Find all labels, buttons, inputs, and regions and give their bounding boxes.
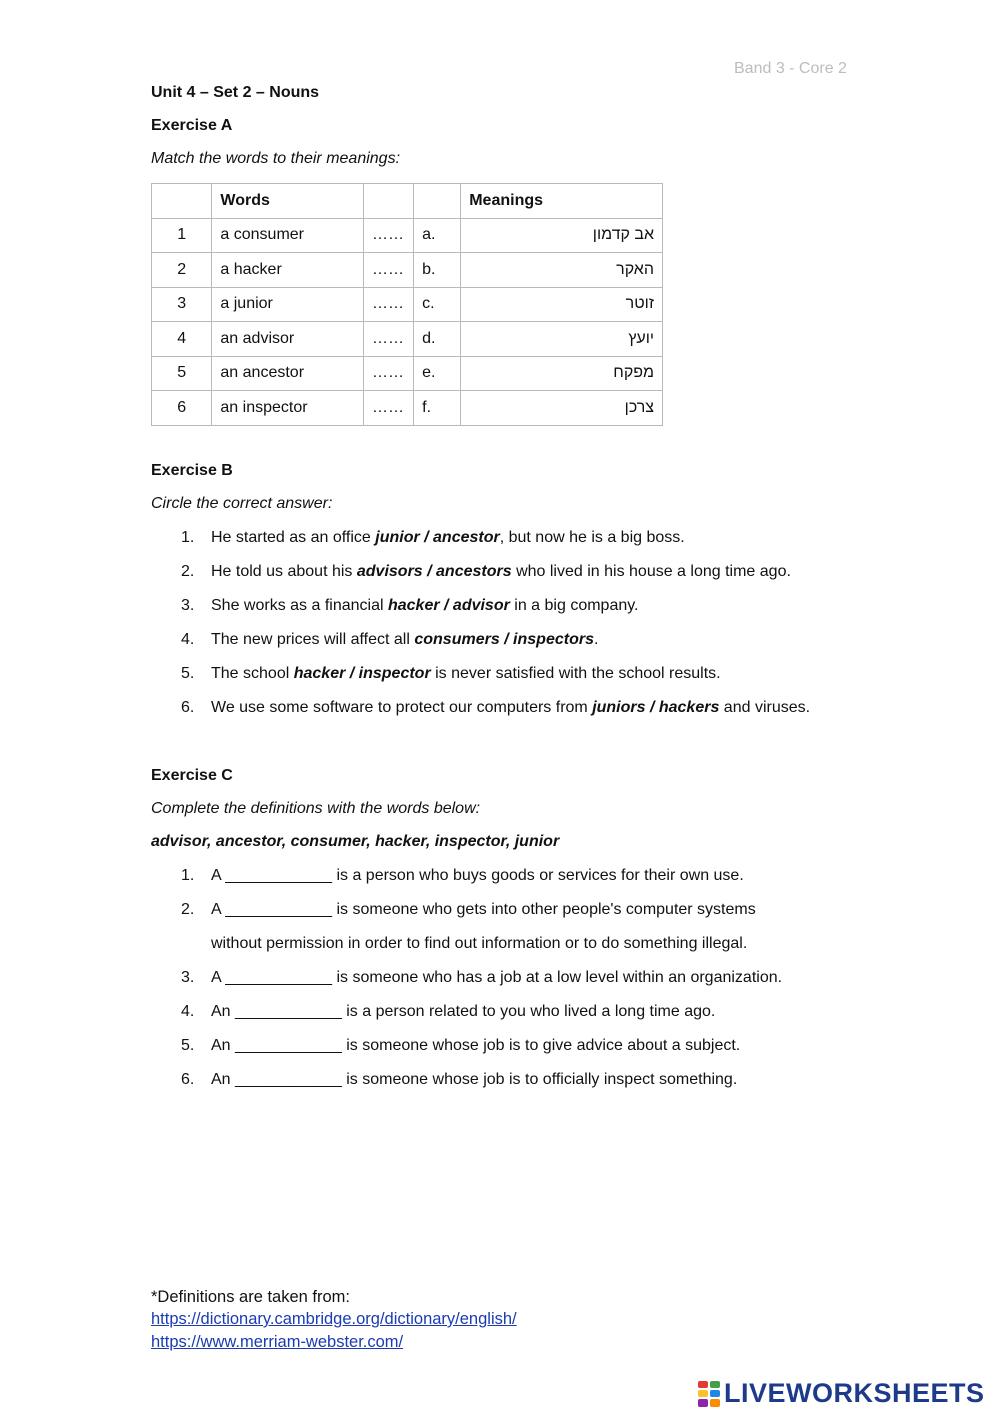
item-number: 6. — [181, 699, 195, 716]
item-number: 4. — [181, 631, 195, 648]
item-text: , but now he is a big boss. — [499, 529, 685, 546]
item-number: 2. — [181, 901, 195, 918]
row-letter: f. — [414, 391, 461, 426]
item-number: 5. — [181, 665, 195, 682]
list-item — [181, 1003, 715, 1021]
table-row — [152, 322, 663, 357]
answer-blank[interactable]: …… — [363, 253, 413, 288]
table-row — [152, 391, 663, 426]
exercise-b-heading: Exercise B — [151, 462, 233, 479]
item-number: 6. — [181, 1071, 195, 1088]
item-text: in a big company. — [509, 597, 639, 614]
item-text[interactable]: A ____________ is a person who buys goods or services for their own use. — [211, 867, 744, 884]
item-text: and viruses. — [719, 699, 811, 716]
table-header-row — [152, 184, 663, 219]
row-meaning: צרכן — [461, 391, 663, 426]
answer-blank[interactable]: …… — [363, 322, 413, 357]
item-text: who lived in his house a long time ago. — [511, 563, 791, 580]
row-word: an inspector — [212, 391, 364, 426]
item-text: We use some software to protect our computers from — [211, 699, 593, 716]
answer-choice[interactable]: junior / ancestor — [375, 529, 500, 546]
table-row — [152, 253, 663, 288]
list-item — [181, 1071, 737, 1089]
row-word: a junior — [212, 287, 364, 322]
word-bank: advisor, ancestor, consumer, hacker, inspector, junior — [151, 833, 560, 850]
item-number: 2. — [181, 563, 195, 580]
item-text: He told us about his — [211, 563, 357, 580]
row-word: a consumer — [212, 218, 364, 253]
answer-blank[interactable]: …… — [363, 356, 413, 391]
list-item — [181, 563, 791, 581]
table-row — [152, 218, 663, 253]
header-cell-meanings: Meanings — [461, 184, 663, 219]
item-text[interactable]: A ____________ is someone who gets into other people's computer systems — [211, 901, 756, 918]
item-number: 3. — [181, 597, 195, 614]
row-number: 1 — [152, 218, 212, 253]
item-text: is never satisfied with the school results. — [430, 665, 721, 682]
exercise-b-instruction: Circle the correct answer: — [151, 495, 333, 512]
row-number: 3 — [152, 287, 212, 322]
item-number: 5. — [181, 1037, 195, 1054]
list-item — [181, 1037, 740, 1055]
exercise-c-instruction: Complete the definitions with the words below: — [151, 800, 481, 817]
table-row — [152, 356, 663, 391]
list-item — [181, 597, 639, 615]
footer-note: *Definitions are taken from: — [151, 1288, 351, 1306]
row-letter: d. — [414, 322, 461, 357]
row-letter: a. — [414, 218, 461, 253]
exercise-a-instruction: Match the words to their meanings: — [151, 150, 401, 167]
page-title: Unit 4 – Set 2 – Nouns — [151, 84, 320, 101]
list-item — [181, 529, 685, 547]
item-text: . — [593, 631, 599, 648]
row-number: 5 — [152, 356, 212, 391]
list-item — [181, 699, 810, 717]
item-number: 1. — [181, 867, 195, 884]
table-row — [152, 287, 663, 322]
item-number: 3. — [181, 969, 195, 986]
list-item — [181, 665, 721, 683]
cambridge-link[interactable]: https://dictionary.cambridge.org/dictionary/english/ — [151, 1310, 517, 1328]
answer-blank[interactable]: …… — [363, 391, 413, 426]
liveworksheets-logo-icon — [698, 1381, 720, 1407]
item-text: She works as a financial — [211, 597, 388, 614]
answer-blank[interactable]: …… — [363, 287, 413, 322]
list-item — [181, 867, 744, 885]
row-word: an advisor — [212, 322, 364, 357]
answer-choice[interactable]: advisors / ancestors — [356, 563, 512, 580]
item-number: 4. — [181, 1003, 195, 1020]
exercise-a-heading: Exercise A — [151, 117, 233, 134]
row-letter: e. — [414, 356, 461, 391]
row-number: 6 — [152, 391, 212, 426]
item-text[interactable]: An ____________ is someone whose job is to give advice about a subject. — [211, 1037, 741, 1054]
row-word: a hacker — [212, 253, 364, 288]
item-text: The school — [211, 665, 294, 682]
matching-table — [151, 183, 663, 426]
item-text: The new prices will affect all — [211, 631, 415, 648]
row-number: 4 — [152, 322, 212, 357]
list-item — [181, 631, 598, 649]
band-label: Band 3 - Core 2 — [734, 60, 847, 77]
item-text[interactable]: An ____________ is a person related to you who lived a long time ago. — [211, 1003, 716, 1020]
list-item — [181, 901, 756, 919]
item-number: 1. — [181, 529, 195, 546]
row-letter: b. — [414, 253, 461, 288]
row-meaning: מפקח — [461, 356, 663, 391]
header-cell-num — [152, 184, 212, 219]
answer-choice[interactable]: juniors / hackers — [592, 699, 720, 716]
list-item — [181, 969, 782, 987]
item-text[interactable]: A ____________ is someone who has a job at a low level within an organization. — [211, 969, 783, 986]
liveworksheets-logo — [698, 1378, 985, 1409]
header-cell-blank — [363, 184, 413, 219]
row-meaning: האקר — [461, 253, 663, 288]
answer-choice[interactable]: hacker / inspector — [293, 665, 431, 682]
answer-choice[interactable]: hacker / advisor — [387, 597, 510, 614]
row-meaning: זוטר — [461, 287, 663, 322]
header-cell-letter — [414, 184, 461, 219]
row-letter: c. — [414, 287, 461, 322]
list-item — [181, 935, 747, 953]
answer-blank[interactable]: …… — [363, 218, 413, 253]
item-text[interactable]: An ____________ is someone whose job is to officially inspect something. — [211, 1071, 738, 1088]
answer-choice[interactable]: consumers / inspectors — [414, 631, 594, 648]
row-meaning: יועץ — [461, 322, 663, 357]
header-cell-words: Words — [212, 184, 364, 219]
row-meaning: אב קדמון — [461, 218, 663, 253]
item-text: without permission in order to find out information or to do something illegal. — [211, 935, 748, 952]
merriam-webster-link[interactable]: https://www.merriam-webster.com/ — [151, 1333, 404, 1351]
exercise-c-heading: Exercise C — [151, 767, 233, 784]
row-number: 2 — [152, 253, 212, 288]
item-text: He started as an office — [211, 529, 376, 546]
brand-text: LIVEWORKSHEETS — [724, 1378, 985, 1408]
row-word: an ancestor — [212, 356, 364, 391]
